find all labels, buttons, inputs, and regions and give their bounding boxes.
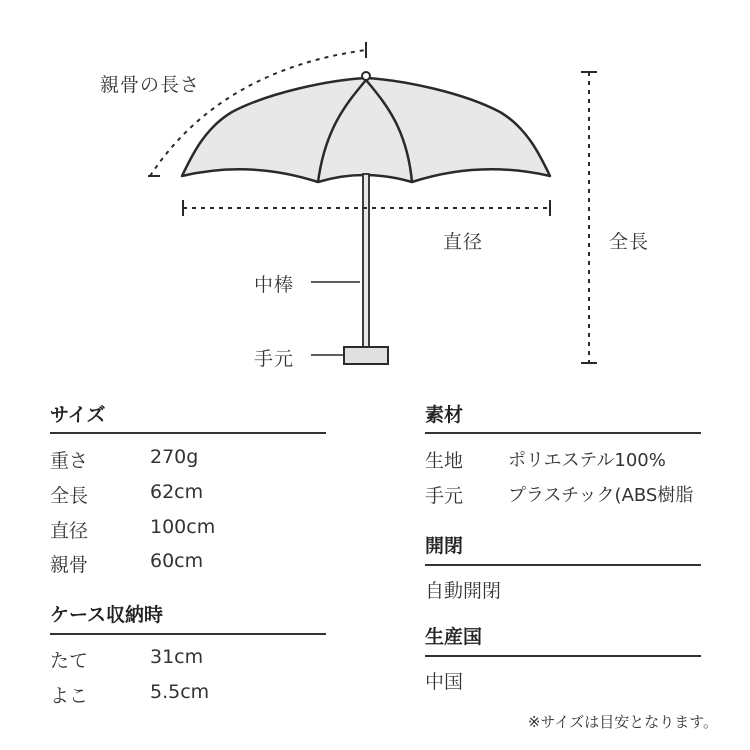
spec-label-rib: 親骨 [50,554,89,576]
spec-label-diameter: 直径 [50,520,89,542]
origin-value: 中国 [425,671,464,693]
spec-label-weight: 重さ [50,450,89,472]
umbrella-canopy [182,78,550,182]
case-label-height: たて [50,650,89,672]
material-label-fabric: 生地 [425,450,464,472]
material-section-title: 素材 [425,404,464,426]
spec-value-rib: 60cm [150,550,204,572]
size-section-title: サイズ [50,404,106,426]
opening-section-title: 開閉 [425,535,464,557]
umbrella-handle [344,347,388,364]
handle-label: 手元 [254,348,295,370]
spec-value-weight: 270g [150,446,199,468]
spec-label-total-length: 全長 [50,485,89,507]
case-section-title: ケース収納時 [50,604,164,626]
material-divider [425,432,701,434]
origin-section-title: 生産国 [425,626,483,648]
size-disclaimer-note: ※サイズは目安となります。 [527,713,718,731]
case-value-height: 31cm [150,646,204,668]
rib-length-label: 親骨の長さ [100,74,201,96]
origin-divider [425,655,701,657]
opening-divider [425,564,701,566]
size-divider [50,432,326,434]
diameter-label: 直径 [443,231,484,253]
case-divider [50,633,326,635]
umbrella-shaft [363,174,369,348]
opening-value: 自動開閉 [425,580,502,602]
total-length-label: 全長 [609,231,650,253]
material-value-handle: プラスチック(ABS樹脂 [508,485,694,506]
umbrella-tip [362,72,370,80]
spec-value-total-length: 62cm [150,481,204,503]
material-value-fabric: ポリエステル100% [508,450,666,471]
shaft-label: 中棒 [254,274,295,296]
spec-value-diameter: 100cm [150,516,216,538]
material-label-handle: 手元 [425,485,464,507]
case-label-width: よこ [50,685,89,707]
case-value-width: 5.5cm [150,681,210,703]
